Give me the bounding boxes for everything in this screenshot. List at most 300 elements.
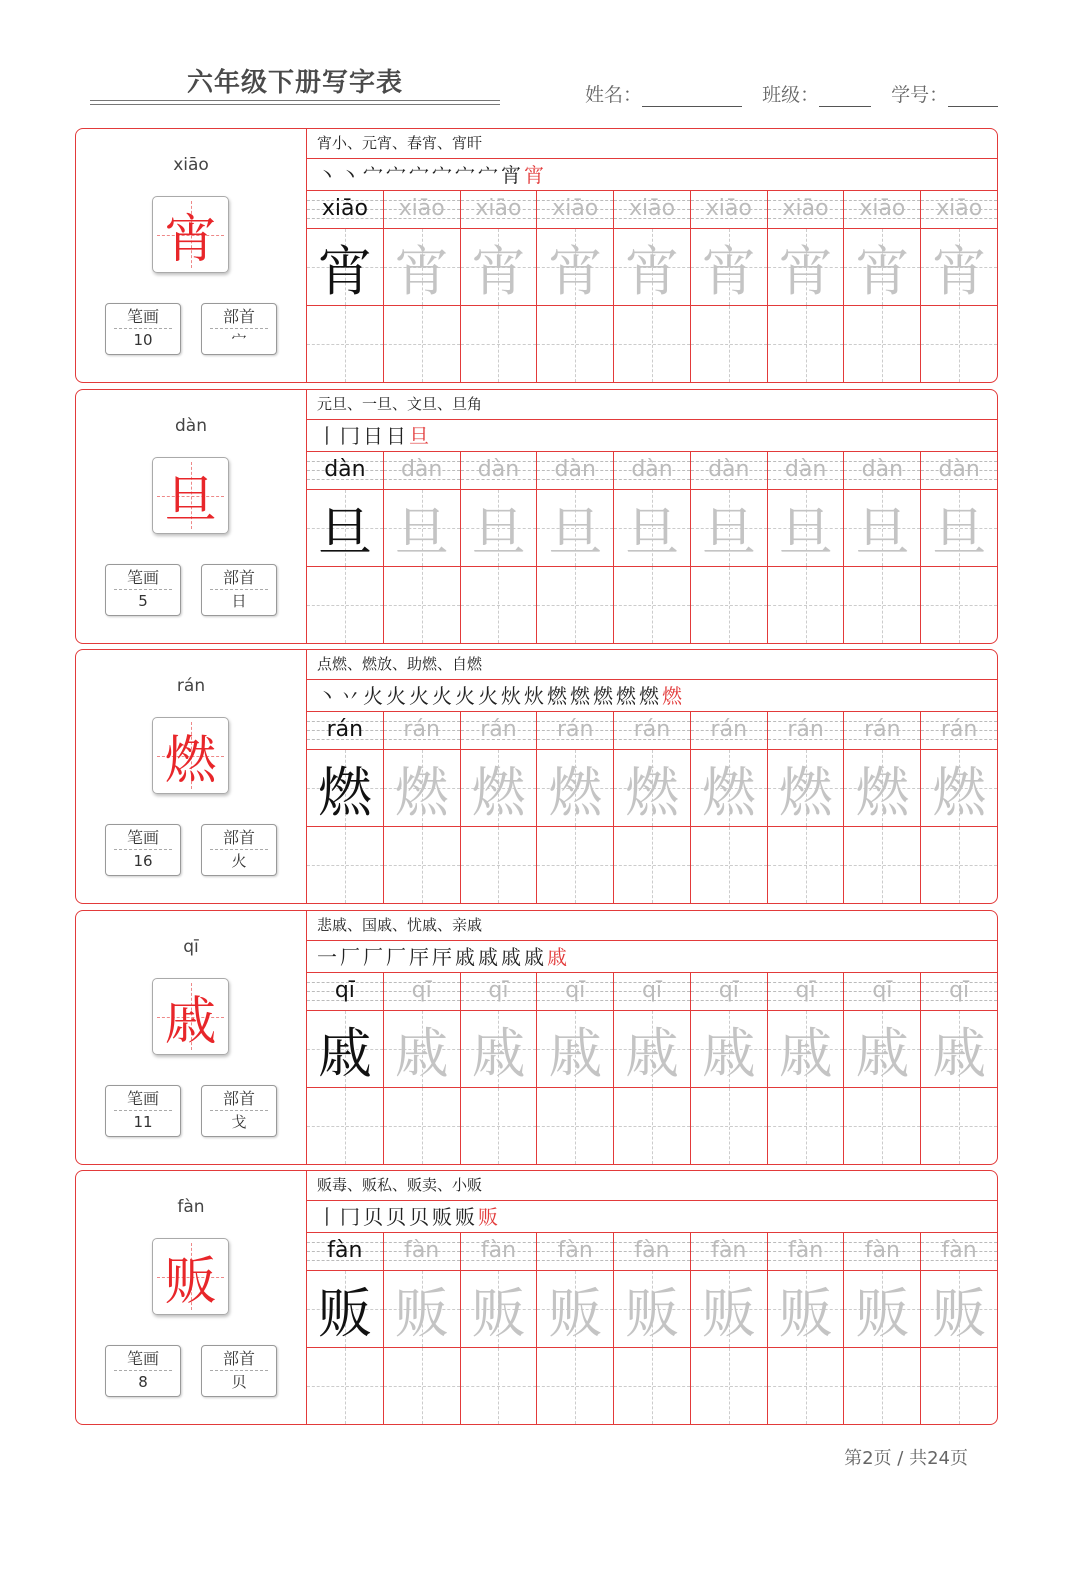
pinyin-trace-text: xiāo bbox=[475, 196, 522, 221]
practice-cell[interactable] bbox=[537, 306, 614, 382]
pinyin-trace-text: qī bbox=[718, 978, 739, 1003]
pinyin-trace-cell[interactable] bbox=[921, 1233, 997, 1270]
practice-cell[interactable] bbox=[307, 827, 384, 903]
char-trace-cell[interactable] bbox=[768, 1011, 845, 1087]
pinyin-trace-text: rán bbox=[787, 717, 824, 742]
char-trace-cell[interactable] bbox=[537, 490, 614, 566]
char-model-text: 旦 bbox=[317, 500, 372, 564]
pinyin-trace-cell[interactable] bbox=[691, 452, 768, 489]
char-trace-cell[interactable] bbox=[691, 1271, 768, 1347]
writing-grid bbox=[307, 712, 997, 903]
char-trace-cell[interactable] bbox=[614, 750, 691, 826]
radical-box bbox=[201, 824, 277, 876]
char-trace-cell[interactable] bbox=[384, 750, 461, 826]
radical-box bbox=[201, 1345, 277, 1397]
tracing-row bbox=[307, 490, 997, 567]
char-trace-cell[interactable] bbox=[768, 229, 845, 305]
pinyin-model-text: qī bbox=[334, 978, 355, 1003]
practice-cell[interactable] bbox=[614, 306, 691, 382]
char-trace-text: 燃 bbox=[778, 760, 833, 824]
pinyin-trace-cell[interactable] bbox=[844, 712, 921, 749]
pinyin-trace-text: fàn bbox=[404, 1238, 440, 1263]
stroke-count-box bbox=[105, 564, 181, 616]
pinyin-trace-cell[interactable] bbox=[384, 973, 461, 1010]
pinyin-trace-cell[interactable] bbox=[921, 712, 997, 749]
char-trace-text: 宵 bbox=[778, 239, 833, 303]
stroke-order-final: 贩 bbox=[478, 1205, 501, 1229]
char-trace-text: 宵 bbox=[548, 239, 603, 303]
char-trace-cell[interactable] bbox=[384, 1011, 461, 1087]
pinyin-trace-cell[interactable] bbox=[844, 191, 921, 228]
pinyin-trace-text: xiāo bbox=[859, 196, 906, 221]
char-trace-cell[interactable] bbox=[614, 1011, 691, 1087]
radical-value: 火 bbox=[231, 852, 247, 870]
stroke-order-sequence: 丨冂贝贝贝贩贩 bbox=[317, 1205, 478, 1229]
pinyin-trace-cell[interactable] bbox=[768, 973, 845, 1010]
practice-cell[interactable] bbox=[614, 567, 691, 643]
practice-cell[interactable] bbox=[921, 567, 997, 643]
character-glyph: 旦 bbox=[164, 471, 217, 531]
class-label: 班级： bbox=[762, 84, 820, 106]
practice-cell[interactable] bbox=[844, 306, 921, 382]
pinyin-trace-cell[interactable] bbox=[384, 452, 461, 489]
blank-practice-row bbox=[307, 567, 997, 643]
pinyin-trace-text: qī bbox=[565, 978, 586, 1003]
practice-cell[interactable] bbox=[307, 306, 384, 382]
character-glyph: 宵 bbox=[164, 210, 217, 270]
practice-cell[interactable] bbox=[461, 567, 538, 643]
practice-cell[interactable] bbox=[768, 1088, 845, 1164]
char-model-cell[interactable] bbox=[307, 1271, 384, 1347]
char-trace-text: 旦 bbox=[625, 500, 680, 564]
char-trace-cell[interactable] bbox=[537, 750, 614, 826]
pinyin-trace-text: dàn bbox=[861, 457, 904, 482]
radical-label: 部首 bbox=[222, 828, 255, 847]
char-trace-text: 贩 bbox=[701, 1281, 756, 1345]
char-trace-cell[interactable] bbox=[844, 750, 921, 826]
radical-box bbox=[201, 1085, 277, 1137]
char-model-cell[interactable] bbox=[307, 1011, 384, 1087]
char-trace-text: 贩 bbox=[471, 1281, 526, 1345]
char-trace-text: 燃 bbox=[932, 760, 987, 824]
practice-cell[interactable] bbox=[461, 1088, 538, 1164]
char-trace-cell[interactable] bbox=[844, 1011, 921, 1087]
practice-cell[interactable] bbox=[921, 1088, 997, 1164]
pinyin-trace-text: fàn bbox=[480, 1238, 517, 1263]
practice-panel bbox=[307, 650, 997, 903]
name-label: 姓名： bbox=[585, 84, 643, 106]
char-trace-cell[interactable] bbox=[537, 1271, 614, 1347]
pinyin-trace-text: fàn bbox=[711, 1238, 747, 1263]
radical-box bbox=[201, 303, 277, 355]
char-trace-text: 宵 bbox=[625, 239, 680, 303]
stroke-order-final: 宵 bbox=[524, 163, 547, 187]
pinyin-trace-text: xiāo bbox=[398, 196, 445, 221]
pinyin-model-cell[interactable] bbox=[307, 973, 384, 1010]
pinyin-trace-text: dàn bbox=[477, 457, 520, 482]
practice-panel bbox=[307, 129, 997, 382]
pinyin-trace-cell[interactable] bbox=[691, 191, 768, 228]
char-trace-cell[interactable] bbox=[384, 1271, 461, 1347]
name-field[interactable] bbox=[642, 84, 742, 107]
pinyin-trace-text: rán bbox=[480, 717, 517, 742]
radical-value: 戈 bbox=[231, 1113, 247, 1131]
char-trace-cell[interactable] bbox=[614, 1271, 691, 1347]
pinyin-trace-cell[interactable] bbox=[768, 191, 845, 228]
pinyin-trace-cell[interactable] bbox=[768, 712, 845, 749]
radical-value: 宀 bbox=[231, 331, 247, 349]
char-trace-text: 戚 bbox=[471, 1021, 526, 1085]
radical-label: 部首 bbox=[222, 568, 255, 587]
tracing-row bbox=[307, 1271, 997, 1348]
example-words: 悲戚、国戚、忧戚、亲戚 bbox=[307, 911, 997, 941]
practice-cell[interactable] bbox=[921, 306, 997, 382]
char-trace-text: 旦 bbox=[701, 500, 756, 564]
pinyin-row bbox=[307, 712, 997, 750]
blank-practice-row bbox=[307, 1348, 997, 1424]
pinyin-trace-cell[interactable] bbox=[537, 712, 614, 749]
character-glyph: 燃 bbox=[164, 731, 217, 791]
pinyin-trace-cell[interactable] bbox=[691, 973, 768, 1010]
practice-cell[interactable] bbox=[844, 567, 921, 643]
stroke-order bbox=[307, 1201, 997, 1233]
tracing-row bbox=[307, 750, 997, 827]
practice-cell[interactable] bbox=[537, 827, 614, 903]
pinyin-row bbox=[307, 1233, 997, 1271]
pinyin-trace-text: fàn bbox=[864, 1238, 900, 1263]
example-words: 宵小、元宵、春宵、宵旰 bbox=[307, 129, 997, 159]
practice-cell[interactable] bbox=[691, 827, 768, 903]
title-underline bbox=[90, 100, 500, 101]
example-words: 点燃、燃放、助燃、自燃 bbox=[307, 650, 997, 680]
char-trace-text: 宵 bbox=[471, 239, 526, 303]
character-pinyin: dàn bbox=[175, 416, 207, 436]
pinyin-trace-cell[interactable] bbox=[844, 452, 921, 489]
pinyin-trace-cell[interactable] bbox=[614, 452, 691, 489]
pinyin-trace-cell[interactable] bbox=[614, 712, 691, 749]
practice-cell[interactable] bbox=[844, 1088, 921, 1164]
practice-cell[interactable] bbox=[921, 827, 997, 903]
char-trace-text: 贩 bbox=[625, 1281, 680, 1345]
pinyin-trace-text: dàn bbox=[631, 457, 673, 482]
radical-box bbox=[201, 564, 277, 616]
char-model-text: 燃 bbox=[317, 760, 372, 824]
radical-label: 部首 bbox=[222, 1089, 255, 1108]
stroke-order bbox=[307, 680, 997, 712]
practice-cell[interactable] bbox=[384, 306, 461, 382]
char-trace-text: 宵 bbox=[394, 239, 449, 303]
character-card bbox=[75, 389, 998, 644]
stroke-count-value: 10 bbox=[133, 331, 153, 349]
pinyin-trace-text: rán bbox=[940, 717, 978, 742]
char-trace-cell[interactable] bbox=[921, 1271, 997, 1347]
pinyin-trace-cell[interactable] bbox=[537, 191, 614, 228]
page-indicator: 第2页 / 共24页 bbox=[844, 1448, 968, 1469]
radical-label: 部首 bbox=[222, 307, 255, 326]
practice-cell[interactable] bbox=[307, 1088, 384, 1164]
char-model-text: 贩 bbox=[317, 1281, 372, 1345]
character-display-box bbox=[152, 717, 229, 794]
tracing-row bbox=[307, 229, 997, 306]
char-trace-cell[interactable] bbox=[461, 1271, 538, 1347]
pinyin-row bbox=[307, 452, 997, 490]
pinyin-trace-text: fàn bbox=[557, 1238, 593, 1263]
practice-cell[interactable] bbox=[614, 1348, 691, 1424]
pinyin-model-text: rán bbox=[326, 717, 364, 742]
pinyin-trace-cell[interactable] bbox=[461, 191, 538, 228]
practice-cell[interactable] bbox=[768, 306, 845, 382]
char-trace-cell[interactable] bbox=[461, 750, 538, 826]
pinyin-trace-cell[interactable] bbox=[384, 1233, 461, 1270]
practice-cell[interactable] bbox=[691, 1088, 768, 1164]
char-trace-cell[interactable] bbox=[537, 229, 614, 305]
practice-cell[interactable] bbox=[384, 567, 461, 643]
character-display-box bbox=[152, 196, 229, 273]
pinyin-trace-text: qī bbox=[872, 978, 893, 1003]
char-trace-cell[interactable] bbox=[461, 1011, 538, 1087]
pinyin-model-cell[interactable] bbox=[307, 1233, 384, 1270]
pinyin-trace-cell[interactable] bbox=[921, 191, 997, 228]
class-field[interactable] bbox=[819, 84, 871, 107]
character-display-box bbox=[152, 1238, 229, 1315]
practice-cell[interactable] bbox=[614, 1088, 691, 1164]
char-model-text: 戚 bbox=[317, 1021, 372, 1085]
char-trace-text: 戚 bbox=[625, 1021, 680, 1085]
stroke-count-value: 5 bbox=[138, 592, 148, 610]
practice-cell[interactable] bbox=[921, 1348, 997, 1424]
char-trace-text: 宵 bbox=[932, 239, 987, 303]
character-card bbox=[75, 910, 998, 1165]
stroke-order-final: 戚 bbox=[547, 945, 570, 969]
char-trace-cell[interactable] bbox=[768, 1271, 845, 1347]
blank-practice-row bbox=[307, 827, 997, 903]
char-trace-text: 旦 bbox=[932, 500, 987, 564]
title-underline bbox=[90, 104, 500, 105]
practice-cell[interactable] bbox=[461, 1348, 538, 1424]
pinyin-trace-text: qī bbox=[795, 978, 816, 1003]
pinyin-trace-cell[interactable] bbox=[537, 973, 614, 1010]
stroke-count-box bbox=[105, 1085, 181, 1137]
char-trace-cell[interactable] bbox=[614, 490, 691, 566]
char-trace-cell[interactable] bbox=[461, 490, 538, 566]
char-trace-text: 旦 bbox=[548, 500, 603, 564]
stroke-count-box bbox=[105, 824, 181, 876]
char-trace-cell[interactable] bbox=[921, 1011, 997, 1087]
pinyin-trace-cell[interactable] bbox=[384, 191, 461, 228]
stroke-count-label: 笔画 bbox=[126, 307, 159, 326]
char-trace-text: 戚 bbox=[932, 1021, 987, 1085]
char-trace-cell[interactable] bbox=[921, 750, 997, 826]
char-trace-text: 燃 bbox=[701, 760, 756, 824]
pinyin-trace-text: dàn bbox=[784, 457, 827, 482]
character-info-panel bbox=[76, 1171, 307, 1424]
practice-cell[interactable] bbox=[537, 567, 614, 643]
character-info-panel bbox=[76, 129, 307, 382]
pinyin-model-cell[interactable] bbox=[307, 712, 384, 749]
pinyin-trace-cell[interactable] bbox=[921, 452, 997, 489]
pinyin-trace-text: xiāo bbox=[936, 196, 983, 221]
character-pinyin: qī bbox=[183, 937, 199, 957]
writing-grid bbox=[307, 191, 997, 382]
pinyin-trace-cell[interactable] bbox=[768, 452, 845, 489]
pinyin-trace-text: xiāo bbox=[552, 196, 599, 221]
pinyin-model-cell[interactable] bbox=[307, 452, 384, 489]
practice-cell[interactable] bbox=[768, 567, 845, 643]
char-model-text: 宵 bbox=[317, 239, 372, 303]
pinyin-trace-text: xiāo bbox=[628, 196, 676, 221]
pinyin-trace-text: qī bbox=[949, 978, 970, 1003]
writing-grid bbox=[307, 1233, 997, 1424]
char-trace-cell[interactable] bbox=[844, 1271, 921, 1347]
practice-cell[interactable] bbox=[307, 1348, 384, 1424]
char-trace-cell[interactable] bbox=[768, 490, 845, 566]
stroke-order-final: 燃 bbox=[662, 684, 685, 708]
char-trace-text: 燃 bbox=[548, 760, 603, 824]
stroke-order-sequence: 丶丶宀宀宀宀宀宀宵 bbox=[317, 163, 524, 187]
radical-value: 贝 bbox=[231, 1373, 247, 1391]
blank-practice-row bbox=[307, 306, 997, 382]
pinyin-row bbox=[307, 973, 997, 1011]
char-trace-cell[interactable] bbox=[844, 490, 921, 566]
stroke-order-final: 旦 bbox=[409, 424, 432, 448]
student-info-fields bbox=[585, 80, 998, 107]
character-info-panel bbox=[76, 911, 307, 1164]
radical-label: 部首 bbox=[222, 1349, 255, 1368]
practice-cell[interactable] bbox=[691, 306, 768, 382]
pinyin-row bbox=[307, 191, 997, 229]
char-trace-cell[interactable] bbox=[691, 750, 768, 826]
pinyin-trace-cell[interactable] bbox=[768, 1233, 845, 1270]
pinyin-trace-cell[interactable] bbox=[691, 1233, 768, 1270]
char-trace-text: 宵 bbox=[855, 239, 910, 303]
example-words: 贩毒、贩私、贩卖、小贩 bbox=[307, 1171, 997, 1201]
pinyin-trace-text: dàn bbox=[554, 457, 596, 482]
practice-cell[interactable] bbox=[768, 827, 845, 903]
char-trace-cell[interactable] bbox=[461, 229, 538, 305]
practice-panel bbox=[307, 1171, 997, 1424]
character-display-box bbox=[152, 457, 229, 534]
stroke-count-label: 笔画 bbox=[126, 828, 159, 847]
stroke-order-sequence: 丨冂日日 bbox=[317, 424, 409, 448]
practice-cell[interactable] bbox=[844, 1348, 921, 1424]
stroke-order-sequence: 丶丷火火火火火火炏炏燃燃燃燃燃 bbox=[317, 684, 662, 708]
character-pinyin: xiāo bbox=[173, 155, 209, 175]
char-model-cell[interactable] bbox=[307, 229, 384, 305]
pinyin-trace-cell[interactable] bbox=[461, 712, 538, 749]
char-trace-text: 贩 bbox=[778, 1281, 833, 1345]
practice-cell[interactable] bbox=[307, 567, 384, 643]
pinyin-model-cell[interactable] bbox=[307, 191, 384, 228]
practice-cell[interactable] bbox=[768, 1348, 845, 1424]
character-info-panel bbox=[76, 390, 307, 643]
char-trace-cell[interactable] bbox=[844, 229, 921, 305]
pinyin-trace-text: rán bbox=[403, 717, 440, 742]
practice-cell[interactable] bbox=[384, 1348, 461, 1424]
char-trace-text: 贩 bbox=[855, 1281, 910, 1345]
char-trace-text: 戚 bbox=[855, 1021, 910, 1085]
practice-panel bbox=[307, 390, 997, 643]
pinyin-trace-cell[interactable] bbox=[537, 1233, 614, 1270]
practice-cell[interactable] bbox=[384, 827, 461, 903]
practice-cell[interactable] bbox=[691, 1348, 768, 1424]
char-trace-cell[interactable] bbox=[921, 229, 997, 305]
pinyin-trace-text: qī bbox=[411, 978, 432, 1003]
pinyin-trace-text: fàn bbox=[941, 1238, 977, 1263]
pinyin-trace-cell[interactable] bbox=[844, 973, 921, 1010]
practice-cell[interactable] bbox=[461, 827, 538, 903]
character-card bbox=[75, 1170, 998, 1425]
char-trace-cell[interactable] bbox=[691, 490, 768, 566]
pinyin-trace-text: dàn bbox=[708, 457, 750, 482]
pinyin-trace-text: rán bbox=[864, 717, 901, 742]
char-trace-cell[interactable] bbox=[691, 229, 768, 305]
practice-cell[interactable] bbox=[537, 1348, 614, 1424]
char-model-cell[interactable] bbox=[307, 490, 384, 566]
pinyin-trace-cell[interactable] bbox=[614, 191, 691, 228]
char-trace-text: 旦 bbox=[394, 500, 449, 564]
stroke-count-box bbox=[105, 303, 181, 355]
char-trace-cell[interactable] bbox=[537, 1011, 614, 1087]
char-trace-text: 贩 bbox=[394, 1281, 449, 1345]
pinyin-trace-text: dàn bbox=[400, 457, 443, 482]
pinyin-trace-cell[interactable] bbox=[537, 452, 614, 489]
practice-cell[interactable] bbox=[461, 306, 538, 382]
practice-cell[interactable] bbox=[691, 567, 768, 643]
stroke-count-box bbox=[105, 1345, 181, 1397]
pinyin-trace-cell[interactable] bbox=[461, 1233, 538, 1270]
practice-cell[interactable] bbox=[537, 1088, 614, 1164]
pinyin-trace-cell[interactable] bbox=[691, 712, 768, 749]
stroke-count-value: 16 bbox=[133, 852, 153, 870]
pinyin-trace-text: dàn bbox=[938, 457, 980, 482]
char-trace-text: 贩 bbox=[548, 1281, 603, 1345]
pinyin-trace-cell[interactable] bbox=[614, 1233, 691, 1270]
pinyin-trace-text: rán bbox=[633, 717, 671, 742]
char-trace-cell[interactable] bbox=[691, 1011, 768, 1087]
char-trace-text: 戚 bbox=[394, 1021, 449, 1085]
char-trace-text: 燃 bbox=[471, 760, 526, 824]
char-trace-cell[interactable] bbox=[921, 490, 997, 566]
char-model-cell[interactable] bbox=[307, 750, 384, 826]
pinyin-trace-text: rán bbox=[710, 717, 748, 742]
pinyin-trace-cell[interactable] bbox=[384, 712, 461, 749]
char-trace-text: 戚 bbox=[701, 1021, 756, 1085]
practice-cell[interactable] bbox=[844, 827, 921, 903]
char-trace-text: 旦 bbox=[471, 500, 526, 564]
character-glyph: 贩 bbox=[164, 1252, 217, 1312]
pinyin-trace-text: fàn bbox=[634, 1238, 670, 1263]
pinyin-trace-cell[interactable] bbox=[844, 1233, 921, 1270]
char-trace-cell[interactable] bbox=[384, 229, 461, 305]
student-id-field[interactable] bbox=[948, 84, 998, 107]
pinyin-trace-cell[interactable] bbox=[461, 973, 538, 1010]
char-trace-text: 燃 bbox=[855, 760, 910, 824]
char-trace-cell[interactable] bbox=[384, 490, 461, 566]
pinyin-trace-cell[interactable] bbox=[921, 973, 997, 1010]
pinyin-trace-cell[interactable] bbox=[614, 973, 691, 1010]
practice-cell[interactable] bbox=[614, 827, 691, 903]
pinyin-trace-text: rán bbox=[556, 717, 594, 742]
char-trace-cell[interactable] bbox=[768, 750, 845, 826]
char-trace-cell[interactable] bbox=[614, 229, 691, 305]
practice-panel bbox=[307, 911, 997, 1164]
pinyin-trace-text: xiāo bbox=[782, 196, 829, 221]
pinyin-model-text: dàn bbox=[324, 457, 366, 482]
student-id-label: 学号： bbox=[891, 84, 949, 106]
character-info-panel bbox=[76, 650, 307, 903]
pinyin-trace-cell[interactable] bbox=[461, 452, 538, 489]
practice-cell[interactable] bbox=[384, 1088, 461, 1164]
